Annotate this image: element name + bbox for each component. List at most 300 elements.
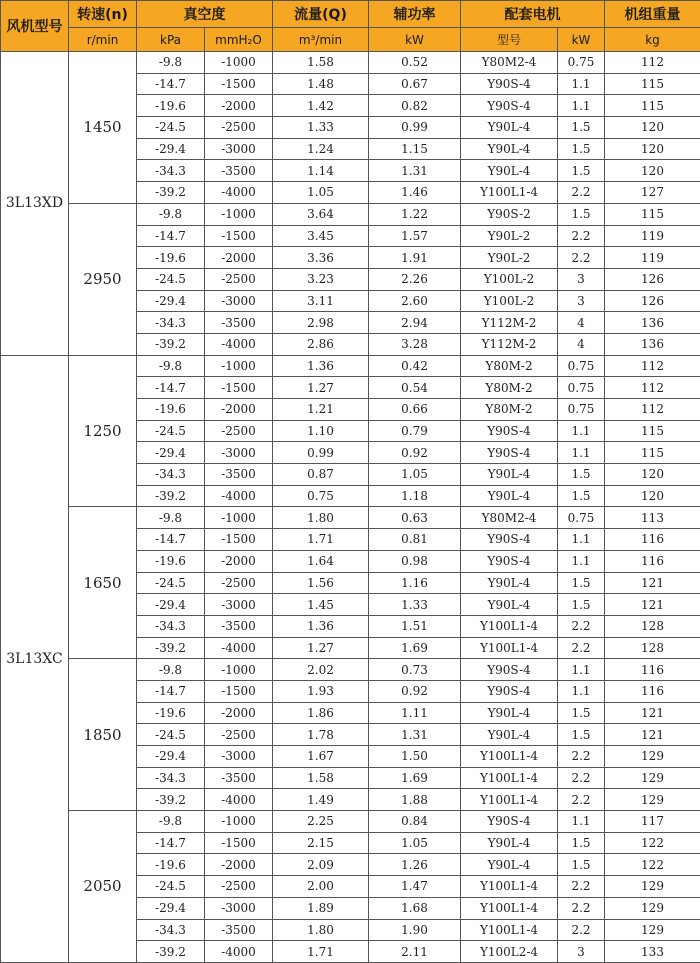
- vacuum-kpa-cell: -34.3: [137, 767, 205, 789]
- header-flow: 流量(Q): [273, 1, 369, 28]
- vacuum-kpa-cell: -29.4: [137, 746, 205, 768]
- unit-flow: m³/min: [273, 28, 369, 52]
- motor-model-cell: Y80M-2: [461, 377, 558, 399]
- vacuum-kpa-cell: -9.8: [137, 355, 205, 377]
- motor-power-cell: 1.5: [558, 117, 605, 139]
- aux-power-cell: 0.84: [369, 811, 461, 833]
- motor-power-cell: 3: [558, 941, 605, 963]
- flow-cell: 1.56: [273, 572, 369, 594]
- aux-power-cell: 0.82: [369, 95, 461, 117]
- vacuum-mmh2o-cell: -1500: [205, 377, 273, 399]
- aux-power-cell: 1.57: [369, 225, 461, 247]
- motor-power-cell: 2.2: [558, 789, 605, 811]
- vacuum-mmh2o-cell: -3000: [205, 897, 273, 919]
- aux-power-cell: 1.05: [369, 832, 461, 854]
- motor-power-cell: 1.5: [558, 702, 605, 724]
- aux-power-cell: 0.52: [369, 52, 461, 74]
- flow-cell: 1.48: [273, 73, 369, 95]
- weight-cell: 120: [605, 117, 700, 139]
- flow-cell: 1.58: [273, 767, 369, 789]
- flow-cell: 3.23: [273, 268, 369, 290]
- vacuum-mmh2o-cell: -2000: [205, 247, 273, 269]
- motor-power-cell: 3: [558, 268, 605, 290]
- vacuum-mmh2o-cell: -2000: [205, 399, 273, 421]
- aux-power-cell: 1.31: [369, 724, 461, 746]
- aux-power-cell: 1.22: [369, 203, 461, 225]
- vacuum-mmh2o-cell: -3500: [205, 919, 273, 941]
- speed-cell: 1250: [69, 355, 137, 507]
- flow-cell: 1.89: [273, 897, 369, 919]
- table-row: [1, 203, 700, 225]
- unit-speed: r/min: [69, 28, 137, 52]
- vacuum-mmh2o-cell: -3500: [205, 160, 273, 182]
- weight-cell: 136: [605, 333, 700, 355]
- vacuum-mmh2o-cell: -2500: [205, 876, 273, 898]
- vacuum-kpa-cell: -39.2: [137, 333, 205, 355]
- aux-power-cell: 1.90: [369, 919, 461, 941]
- weight-cell: 136: [605, 312, 700, 334]
- motor-model-cell: Y100L-2: [461, 268, 558, 290]
- motor-model-cell: Y80M2-4: [461, 52, 558, 74]
- weight-cell: 120: [605, 464, 700, 486]
- vacuum-mmh2o-cell: -3000: [205, 290, 273, 312]
- weight-cell: 119: [605, 225, 700, 247]
- vacuum-kpa-cell: -24.5: [137, 876, 205, 898]
- header-speed: 转速(n): [69, 1, 137, 28]
- motor-model-cell: Y100L1-4: [461, 637, 558, 659]
- aux-power-cell: 0.66: [369, 399, 461, 421]
- vacuum-kpa-cell: -29.4: [137, 594, 205, 616]
- flow-cell: 1.71: [273, 529, 369, 551]
- motor-model-cell: Y90S-4: [461, 529, 558, 551]
- aux-power-cell: 1.88: [369, 789, 461, 811]
- flow-cell: 2.09: [273, 854, 369, 876]
- motor-power-cell: 3: [558, 290, 605, 312]
- vacuum-mmh2o-cell: -2500: [205, 724, 273, 746]
- aux-power-cell: 0.98: [369, 550, 461, 572]
- flow-cell: 2.02: [273, 659, 369, 681]
- weight-cell: 129: [605, 919, 700, 941]
- motor-power-cell: 1.5: [558, 724, 605, 746]
- motor-model-cell: Y90L-2: [461, 225, 558, 247]
- vacuum-kpa-cell: -14.7: [137, 832, 205, 854]
- motor-power-cell: 0.75: [558, 507, 605, 529]
- motor-model-cell: Y100L-2: [461, 290, 558, 312]
- flow-cell: 1.36: [273, 355, 369, 377]
- motor-power-cell: 0.75: [558, 355, 605, 377]
- weight-cell: 128: [605, 615, 700, 637]
- motor-power-cell: 2.2: [558, 637, 605, 659]
- vacuum-kpa-cell: -39.2: [137, 941, 205, 963]
- aux-power-cell: 2.94: [369, 312, 461, 334]
- header-weight: 机组重量: [605, 1, 700, 28]
- motor-model-cell: Y80M-2: [461, 355, 558, 377]
- weight-cell: 116: [605, 659, 700, 681]
- weight-cell: 116: [605, 550, 700, 572]
- motor-model-cell: Y100L1-4: [461, 746, 558, 768]
- vacuum-mmh2o-cell: -2500: [205, 572, 273, 594]
- motor-model-cell: Y90S-4: [461, 811, 558, 833]
- header-motor: 配套电机: [461, 1, 605, 28]
- flow-cell: 1.49: [273, 789, 369, 811]
- motor-power-cell: 1.5: [558, 160, 605, 182]
- weight-cell: 115: [605, 420, 700, 442]
- vacuum-mmh2o-cell: -2000: [205, 95, 273, 117]
- motor-model-cell: Y90S-4: [461, 420, 558, 442]
- flow-cell: 1.78: [273, 724, 369, 746]
- aux-power-cell: 1.46: [369, 182, 461, 204]
- motor-model-cell: Y90L-4: [461, 832, 558, 854]
- flow-cell: 3.11: [273, 290, 369, 312]
- aux-power-cell: 0.81: [369, 529, 461, 551]
- flow-cell: 0.87: [273, 464, 369, 486]
- vacuum-kpa-cell: -24.5: [137, 117, 205, 139]
- flow-cell: 1.21: [273, 399, 369, 421]
- vacuum-mmh2o-cell: -1000: [205, 659, 273, 681]
- vacuum-kpa-cell: -14.7: [137, 529, 205, 551]
- unit-motor-model: 型号: [461, 28, 558, 52]
- vacuum-kpa-cell: -19.6: [137, 247, 205, 269]
- motor-model-cell: Y90L-4: [461, 702, 558, 724]
- flow-cell: 1.93: [273, 680, 369, 702]
- motor-model-cell: Y100L1-4: [461, 767, 558, 789]
- vacuum-kpa-cell: -39.2: [137, 182, 205, 204]
- vacuum-kpa-cell: -24.5: [137, 724, 205, 746]
- flow-cell: 3.36: [273, 247, 369, 269]
- motor-model-cell: Y112M-2: [461, 333, 558, 355]
- motor-model-cell: Y90L-4: [461, 138, 558, 160]
- weight-cell: 127: [605, 182, 700, 204]
- vacuum-kpa-cell: -19.6: [137, 95, 205, 117]
- vacuum-mmh2o-cell: -3500: [205, 464, 273, 486]
- motor-power-cell: 1.5: [558, 594, 605, 616]
- vacuum-kpa-cell: -14.7: [137, 73, 205, 95]
- vacuum-kpa-cell: -14.7: [137, 680, 205, 702]
- motor-model-cell: Y90L-4: [461, 464, 558, 486]
- motor-model-cell: Y100L2-4: [461, 941, 558, 963]
- table-row: [1, 811, 700, 833]
- header-row-units: [1, 28, 700, 52]
- flow-cell: 2.15: [273, 832, 369, 854]
- motor-power-cell: 0.75: [558, 399, 605, 421]
- vacuum-mmh2o-cell: -3500: [205, 615, 273, 637]
- motor-power-cell: 1.5: [558, 138, 605, 160]
- weight-cell: 119: [605, 247, 700, 269]
- vacuum-mmh2o-cell: -1000: [205, 507, 273, 529]
- aux-power-cell: 1.05: [369, 464, 461, 486]
- motor-power-cell: 1.5: [558, 464, 605, 486]
- flow-cell: 0.99: [273, 442, 369, 464]
- weight-cell: 117: [605, 811, 700, 833]
- vacuum-kpa-cell: -14.7: [137, 225, 205, 247]
- motor-power-cell: 4: [558, 312, 605, 334]
- vacuum-mmh2o-cell: -4000: [205, 182, 273, 204]
- vacuum-mmh2o-cell: -3000: [205, 746, 273, 768]
- motor-model-cell: Y80M2-4: [461, 507, 558, 529]
- flow-cell: 2.25: [273, 811, 369, 833]
- vacuum-mmh2o-cell: -1000: [205, 355, 273, 377]
- weight-cell: 133: [605, 941, 700, 963]
- weight-cell: 129: [605, 876, 700, 898]
- flow-cell: 3.64: [273, 203, 369, 225]
- vacuum-kpa-cell: -19.6: [137, 702, 205, 724]
- flow-cell: 0.75: [273, 485, 369, 507]
- table-row: [1, 507, 700, 529]
- aux-power-cell: 1.50: [369, 746, 461, 768]
- weight-cell: 121: [605, 594, 700, 616]
- aux-power-cell: 0.92: [369, 680, 461, 702]
- vacuum-kpa-cell: -19.6: [137, 854, 205, 876]
- motor-model-cell: Y90S-4: [461, 659, 558, 681]
- flow-cell: 1.45: [273, 594, 369, 616]
- flow-cell: 3.45: [273, 225, 369, 247]
- table-row: [1, 659, 700, 681]
- speed-cell: 1850: [69, 659, 137, 811]
- table-row: [1, 355, 700, 377]
- vacuum-kpa-cell: -24.5: [137, 572, 205, 594]
- unit-weight: kg: [605, 28, 700, 52]
- vacuum-kpa-cell: -19.6: [137, 550, 205, 572]
- vacuum-mmh2o-cell: -1500: [205, 680, 273, 702]
- aux-power-cell: 1.69: [369, 637, 461, 659]
- flow-cell: 1.27: [273, 377, 369, 399]
- motor-power-cell: 2.2: [558, 767, 605, 789]
- motor-model-cell: Y112M-2: [461, 312, 558, 334]
- motor-model-cell: Y100L1-4: [461, 897, 558, 919]
- speed-cell: 1450: [69, 52, 137, 204]
- motor-power-cell: 1.5: [558, 854, 605, 876]
- motor-power-cell: 2.2: [558, 897, 605, 919]
- motor-model-cell: Y90L-4: [461, 485, 558, 507]
- motor-model-cell: Y100L1-4: [461, 182, 558, 204]
- flow-cell: 1.24: [273, 138, 369, 160]
- vacuum-mmh2o-cell: -2500: [205, 420, 273, 442]
- weight-cell: 121: [605, 724, 700, 746]
- flow-cell: 1.05: [273, 182, 369, 204]
- motor-power-cell: 1.1: [558, 95, 605, 117]
- motor-model-cell: Y100L1-4: [461, 876, 558, 898]
- flow-cell: 1.64: [273, 550, 369, 572]
- flow-cell: 1.14: [273, 160, 369, 182]
- motor-model-cell: Y90S-4: [461, 550, 558, 572]
- weight-cell: 120: [605, 160, 700, 182]
- motor-power-cell: 1.1: [558, 420, 605, 442]
- weight-cell: 129: [605, 789, 700, 811]
- vacuum-mmh2o-cell: -3500: [205, 767, 273, 789]
- motor-power-cell: 1.1: [558, 811, 605, 833]
- motor-model-cell: Y90L-4: [461, 594, 558, 616]
- weight-cell: 116: [605, 680, 700, 702]
- aux-power-cell: 0.67: [369, 73, 461, 95]
- unit-vacuum-mmh2o: mmH₂O: [205, 28, 273, 52]
- weight-cell: 112: [605, 52, 700, 74]
- aux-power-cell: 2.11: [369, 941, 461, 963]
- table-body: [1, 52, 700, 963]
- aux-power-cell: 1.51: [369, 615, 461, 637]
- fan-model-cell: 3L13XC: [1, 355, 69, 962]
- vacuum-kpa-cell: -9.8: [137, 203, 205, 225]
- unit-vacuum-kpa: kPa: [137, 28, 205, 52]
- flow-cell: 1.80: [273, 919, 369, 941]
- motor-power-cell: 2.2: [558, 615, 605, 637]
- aux-power-cell: 1.18: [369, 485, 461, 507]
- aux-power-cell: 1.47: [369, 876, 461, 898]
- flow-cell: 1.80: [273, 507, 369, 529]
- vacuum-mmh2o-cell: -4000: [205, 789, 273, 811]
- flow-cell: 2.00: [273, 876, 369, 898]
- flow-cell: 1.42: [273, 95, 369, 117]
- vacuum-mmh2o-cell: -1000: [205, 811, 273, 833]
- motor-power-cell: 1.1: [558, 550, 605, 572]
- header-vacuum: 真空度: [137, 1, 273, 28]
- aux-power-cell: 1.91: [369, 247, 461, 269]
- motor-model-cell: Y80M-2: [461, 399, 558, 421]
- vacuum-kpa-cell: -24.5: [137, 268, 205, 290]
- aux-power-cell: 0.79: [369, 420, 461, 442]
- vacuum-mmh2o-cell: -4000: [205, 485, 273, 507]
- aux-power-cell: 2.60: [369, 290, 461, 312]
- aux-power-cell: 0.92: [369, 442, 461, 464]
- weight-cell: 112: [605, 355, 700, 377]
- motor-model-cell: Y90L-4: [461, 854, 558, 876]
- flow-cell: 2.98: [273, 312, 369, 334]
- vacuum-kpa-cell: -34.3: [137, 919, 205, 941]
- motor-power-cell: 2.2: [558, 225, 605, 247]
- unit-motor-power: kW: [558, 28, 605, 52]
- flow-cell: 1.86: [273, 702, 369, 724]
- aux-power-cell: 0.63: [369, 507, 461, 529]
- weight-cell: 115: [605, 95, 700, 117]
- motor-power-cell: 1.5: [558, 572, 605, 594]
- vacuum-mmh2o-cell: -3000: [205, 138, 273, 160]
- vacuum-kpa-cell: -34.3: [137, 615, 205, 637]
- vacuum-mmh2o-cell: -1000: [205, 203, 273, 225]
- weight-cell: 129: [605, 897, 700, 919]
- aux-power-cell: 3.28: [369, 333, 461, 355]
- vacuum-mmh2o-cell: -1500: [205, 832, 273, 854]
- vacuum-kpa-cell: -39.2: [137, 485, 205, 507]
- vacuum-mmh2o-cell: -2000: [205, 550, 273, 572]
- motor-power-cell: 1.1: [558, 442, 605, 464]
- motor-power-cell: 0.75: [558, 52, 605, 74]
- aux-power-cell: 0.54: [369, 377, 461, 399]
- speed-cell: 2050: [69, 811, 137, 963]
- weight-cell: 126: [605, 290, 700, 312]
- motor-model-cell: Y90L-4: [461, 117, 558, 139]
- vacuum-mmh2o-cell: -3000: [205, 594, 273, 616]
- vacuum-kpa-cell: -29.4: [137, 442, 205, 464]
- aux-power-cell: 1.11: [369, 702, 461, 724]
- fan-model-cell: 3L13XD: [1, 52, 69, 356]
- motor-model-cell: Y90L-4: [461, 724, 558, 746]
- flow-cell: 2.86: [273, 333, 369, 355]
- motor-power-cell: 1.5: [558, 485, 605, 507]
- motor-power-cell: 1.1: [558, 73, 605, 95]
- aux-power-cell: 0.73: [369, 659, 461, 681]
- vacuum-kpa-cell: -9.8: [137, 811, 205, 833]
- motor-model-cell: Y100L1-4: [461, 919, 558, 941]
- vacuum-mmh2o-cell: -1000: [205, 52, 273, 74]
- motor-model-cell: Y100L1-4: [461, 789, 558, 811]
- motor-model-cell: Y90S-4: [461, 95, 558, 117]
- vacuum-mmh2o-cell: -4000: [205, 333, 273, 355]
- flow-cell: 1.10: [273, 420, 369, 442]
- motor-model-cell: Y90S-4: [461, 680, 558, 702]
- vacuum-kpa-cell: -34.3: [137, 464, 205, 486]
- flow-cell: 1.33: [273, 117, 369, 139]
- vacuum-mmh2o-cell: -3500: [205, 312, 273, 334]
- vacuum-kpa-cell: -24.5: [137, 420, 205, 442]
- weight-cell: 129: [605, 767, 700, 789]
- flow-cell: 1.71: [273, 941, 369, 963]
- aux-power-cell: 0.42: [369, 355, 461, 377]
- motor-model-cell: Y90S-2: [461, 203, 558, 225]
- vacuum-mmh2o-cell: -2500: [205, 117, 273, 139]
- motor-power-cell: 0.75: [558, 377, 605, 399]
- aux-power-cell: 1.16: [369, 572, 461, 594]
- motor-power-cell: 2.2: [558, 247, 605, 269]
- weight-cell: 112: [605, 399, 700, 421]
- aux-power-cell: 2.26: [369, 268, 461, 290]
- header-aux-power: 辅功率: [369, 1, 461, 28]
- weight-cell: 126: [605, 268, 700, 290]
- motor-model-cell: Y100L1-4: [461, 615, 558, 637]
- vacuum-mmh2o-cell: -1500: [205, 529, 273, 551]
- aux-power-cell: 1.68: [369, 897, 461, 919]
- vacuum-mmh2o-cell: -4000: [205, 637, 273, 659]
- weight-cell: 112: [605, 377, 700, 399]
- motor-power-cell: 2.2: [558, 919, 605, 941]
- header-row-main: [1, 1, 700, 28]
- aux-power-cell: 1.26: [369, 854, 461, 876]
- vacuum-kpa-cell: -39.2: [137, 789, 205, 811]
- motor-power-cell: 1.5: [558, 832, 605, 854]
- motor-power-cell: 1.1: [558, 659, 605, 681]
- weight-cell: 115: [605, 442, 700, 464]
- weight-cell: 115: [605, 203, 700, 225]
- vacuum-mmh2o-cell: -3000: [205, 442, 273, 464]
- speed-cell: 1650: [69, 507, 137, 659]
- header-fan-model: 风机型号: [1, 1, 69, 52]
- weight-cell: 120: [605, 485, 700, 507]
- weight-cell: 121: [605, 572, 700, 594]
- speed-cell: 2950: [69, 203, 137, 355]
- motor-model-cell: Y90L-4: [461, 160, 558, 182]
- unit-aux-power: kW: [369, 28, 461, 52]
- flow-cell: 1.27: [273, 637, 369, 659]
- weight-cell: 122: [605, 832, 700, 854]
- weight-cell: 121: [605, 702, 700, 724]
- vacuum-kpa-cell: -19.6: [137, 399, 205, 421]
- table-row: [1, 52, 700, 74]
- vacuum-mmh2o-cell: -2500: [205, 268, 273, 290]
- weight-cell: 129: [605, 746, 700, 768]
- vacuum-mmh2o-cell: -4000: [205, 941, 273, 963]
- weight-cell: 115: [605, 73, 700, 95]
- vacuum-kpa-cell: -34.3: [137, 312, 205, 334]
- weight-cell: 116: [605, 529, 700, 551]
- flow-cell: 1.67: [273, 746, 369, 768]
- vacuum-kpa-cell: -34.3: [137, 160, 205, 182]
- aux-power-cell: 1.15: [369, 138, 461, 160]
- vacuum-kpa-cell: -29.4: [137, 897, 205, 919]
- vacuum-mmh2o-cell: -2000: [205, 854, 273, 876]
- motor-power-cell: 1.1: [558, 680, 605, 702]
- vacuum-mmh2o-cell: -1500: [205, 73, 273, 95]
- aux-power-cell: 1.33: [369, 594, 461, 616]
- motor-power-cell: 1.5: [558, 203, 605, 225]
- motor-power-cell: 2.2: [558, 876, 605, 898]
